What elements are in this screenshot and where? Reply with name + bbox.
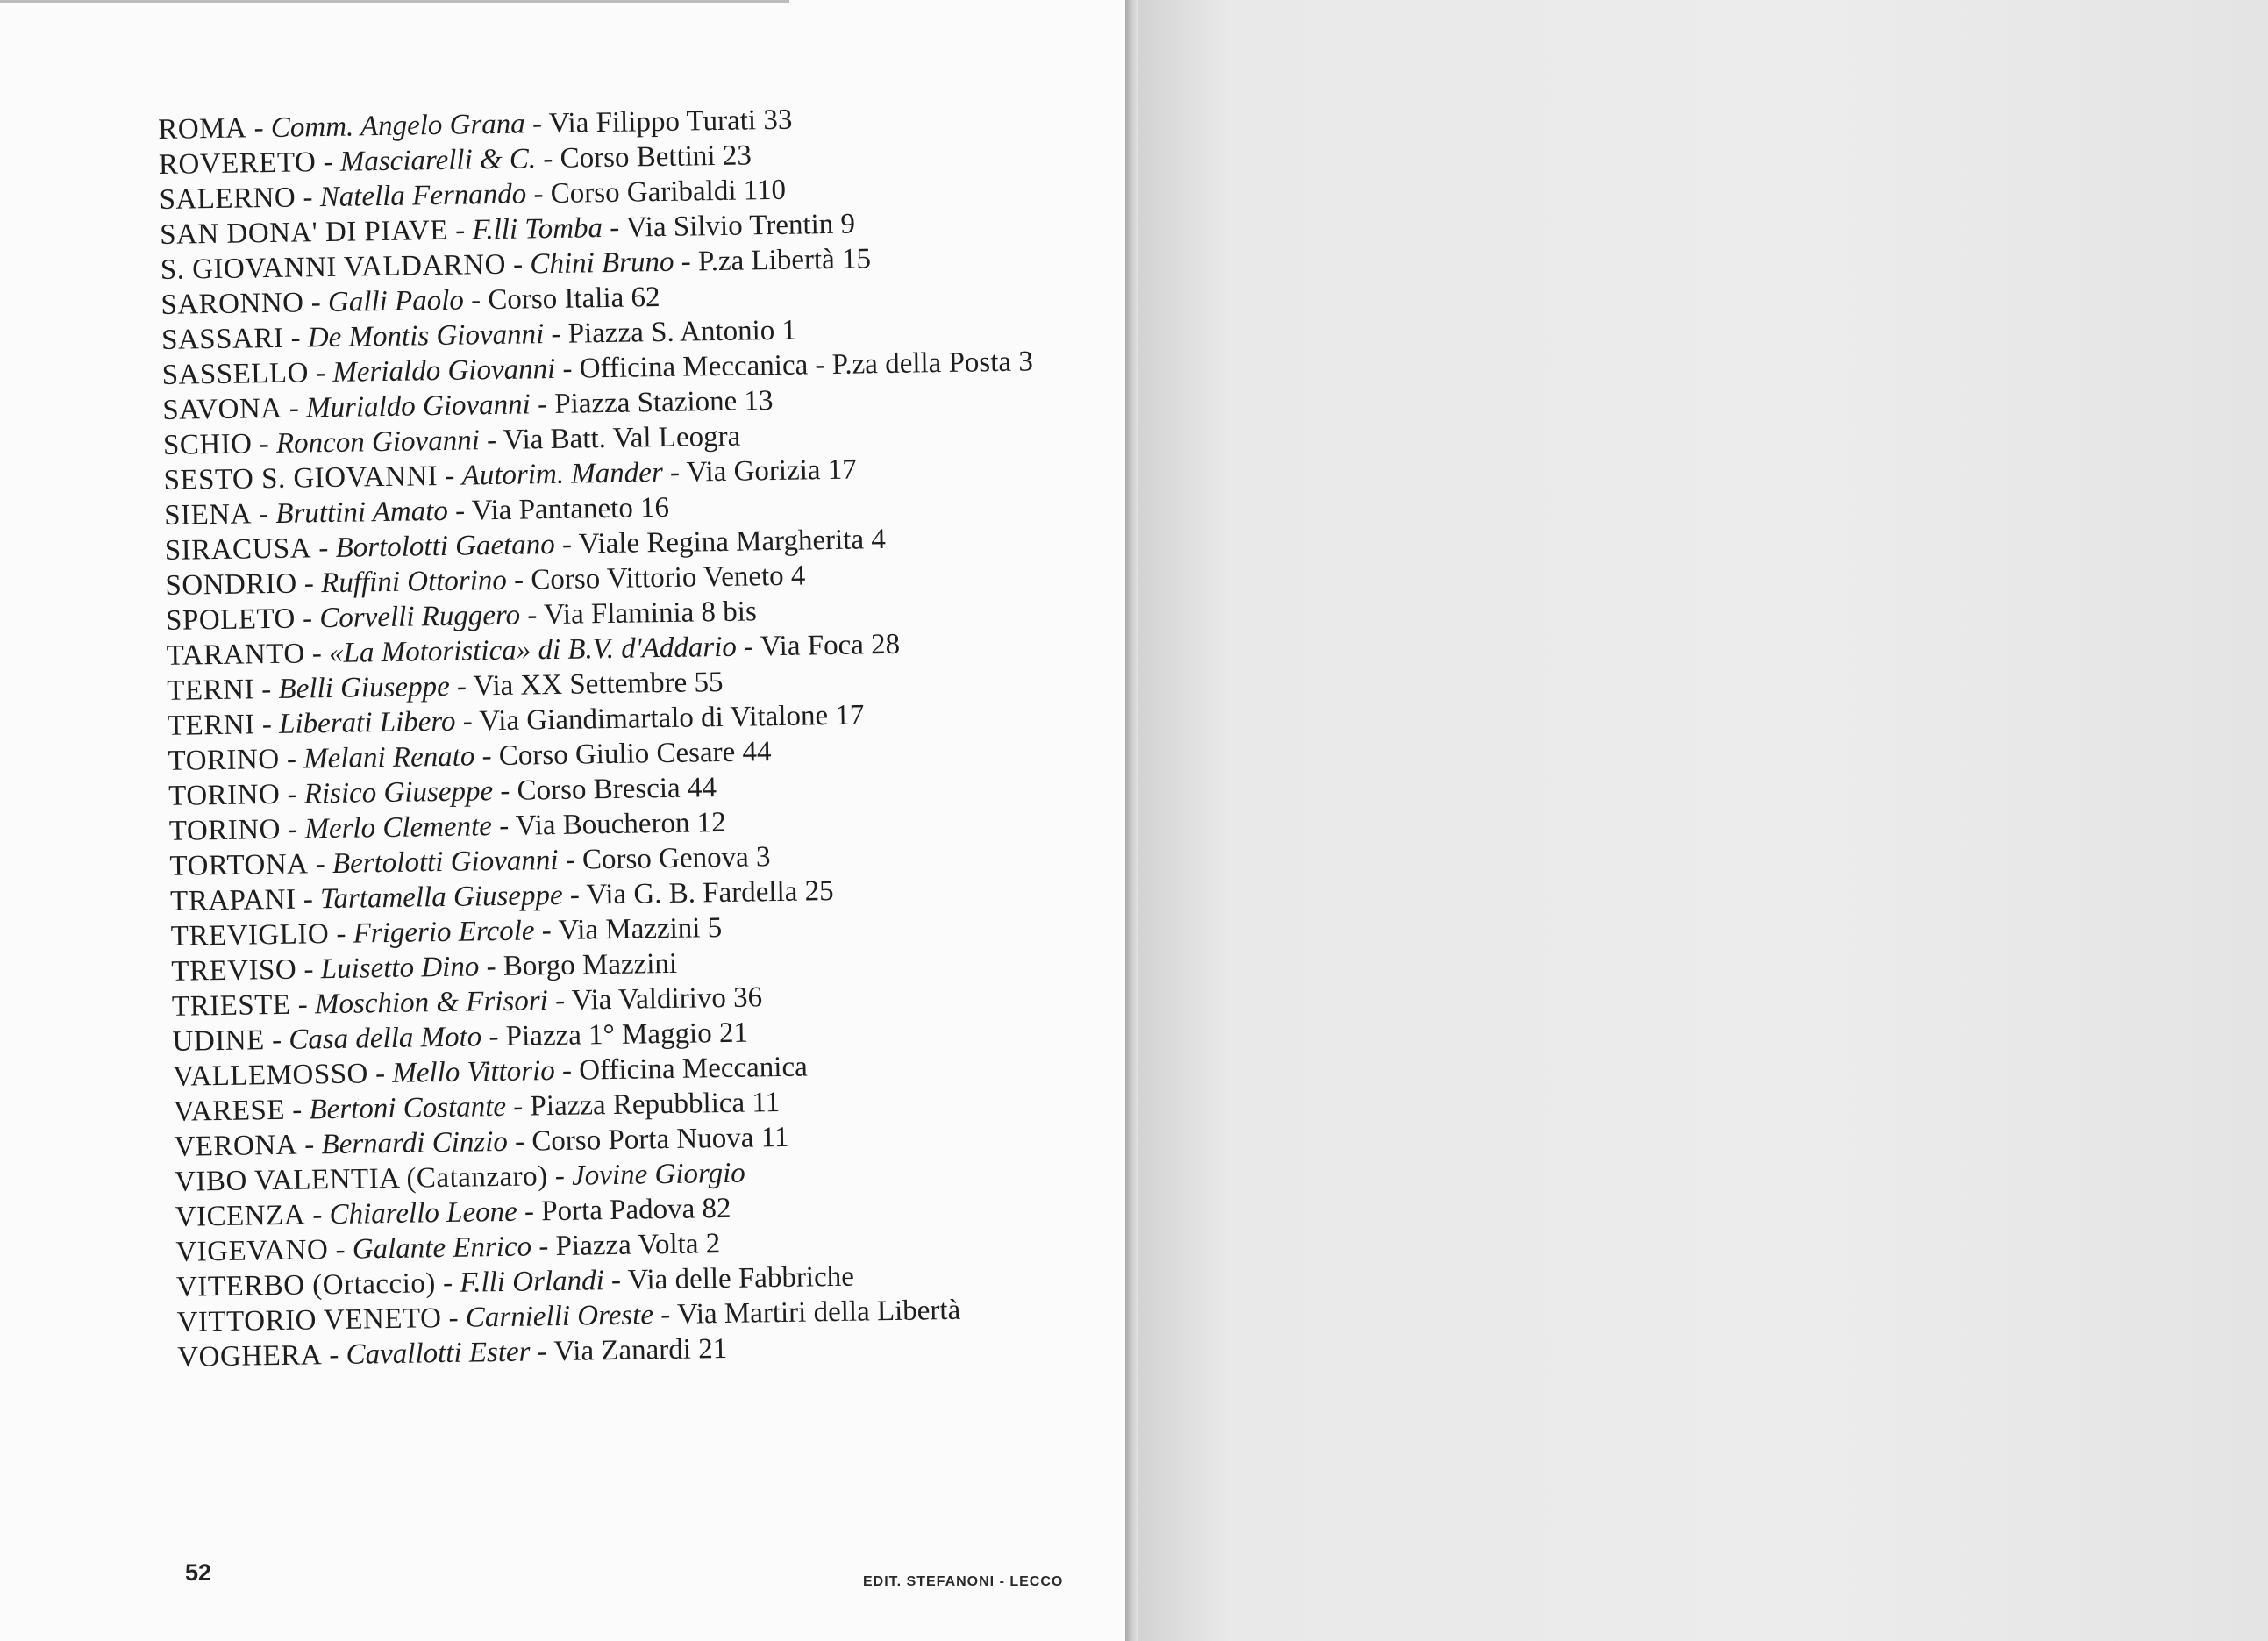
entry-address: Piazza Stazione 13 — [554, 385, 774, 420]
entry-address: Via Mazzini 5 — [558, 912, 723, 946]
publisher-imprint: EDIT. STEFANONI - LECCO — [863, 1574, 1064, 1589]
entry-dealer-name: Bertolotti Giovanni — [332, 844, 559, 880]
listing-entry: TARANTO - «La Motoristica» di B.V. d'Addario - Via Foca 28 — [166, 628, 901, 672]
entry-city: TRIESTE — [171, 988, 291, 1023]
entry-city: SASSELLO — [161, 357, 310, 391]
entry-address: Viale Regina Margherita 4 — [578, 524, 887, 560]
listing-entry: VOGHERA - Cavallotti Ester - Via Zanardi 21 — [177, 1332, 728, 1373]
entry-dealer-name: Comm. Angelo Grana — [270, 108, 526, 144]
entry-city: SAVONA — [162, 392, 282, 426]
entry-city: TORINO — [168, 813, 282, 847]
entry-city: SIENA — [163, 498, 253, 532]
entry-address: Via G. B. Fardella 25 — [586, 875, 834, 911]
entry-dealer-name: Luisetto Dino — [320, 951, 480, 986]
entry-city: TARANTO — [166, 638, 305, 672]
entry-city: TORTONA — [169, 848, 309, 882]
entry-city: SALERNO — [159, 182, 296, 216]
entry-dealer-name: F.lli Orlandi — [460, 1265, 605, 1299]
entry-dealer-name: Bortolotti Gaetano — [335, 528, 556, 564]
entry-city: VICENZA — [175, 1199, 306, 1233]
entry-city: VIGEVANO — [175, 1234, 329, 1268]
entry-city: SCHIO — [162, 428, 253, 461]
listing-entry: ROMA - Comm. Angelo Grana - Via Filippo Turati 33 — [158, 103, 793, 146]
entry-city: SAN DONA' DI PIAVE — [159, 214, 449, 251]
entry-city: VITTORIO VENETO — [176, 1302, 442, 1338]
entry-dealer-name: Tartamella Giuseppe — [319, 879, 563, 916]
entry-dealer-name: Chiarello Leone — [329, 1195, 518, 1231]
entry-city: TORINO — [168, 778, 281, 812]
listing-entry: TREVISO - Luisetto Dino - Borgo Mazzini — [171, 947, 678, 988]
entry-city: TORINO — [168, 743, 280, 777]
entry-city: SONDRIO — [165, 567, 297, 602]
entry-address: Via Foca 28 — [760, 628, 901, 663]
entry-address: Corso Brescia 44 — [517, 772, 717, 807]
entry-dealer-name: Jovine Giorgio — [571, 1157, 746, 1192]
entry-city: VARESE — [173, 1094, 286, 1128]
entry-address: Via XX Settembre 55 — [473, 666, 724, 703]
listing-entry: TRAPANI - Tartamella Giuseppe - Via G. B. Fardella 25 — [169, 875, 834, 917]
entry-dealer-name: Moschion & Frisori — [314, 985, 549, 1021]
entry-dealer-name: Masciarelli & C. — [339, 143, 537, 178]
listing-entry: VICENZA - Chiarello Leone - Porta Padova 82 — [175, 1192, 731, 1233]
entry-address: Porta Padova 82 — [540, 1192, 731, 1228]
entry-dealer-name: Risico Giuseppe — [303, 775, 494, 810]
listing-entry: UDINE - Casa della Moto - Piazza 1° Maggio 21 — [172, 1017, 749, 1058]
entry-city: TERNI — [167, 709, 255, 742]
listing-entry: SARONNO - Galli Paolo - Corso Italia 62 — [160, 282, 660, 321]
right-page-blank — [1138, 0, 2268, 1641]
entry-dealer-name: Carnielli Oreste — [465, 1299, 654, 1334]
entry-city: SIRACUSA — [164, 532, 312, 567]
listing-entry: SCHIO - Roncon Giovanni - Via Batt. Val Leogra — [162, 420, 741, 461]
entry-dealer-name: Frigerio Ercole — [353, 915, 535, 950]
listing-entry: VERONA - Bernardi Cinzio - Corso Porta Nuova 11 — [174, 1121, 789, 1163]
entry-address: Via Batt. Val Leogra — [503, 420, 741, 456]
entry-dealer-name: Melani Renato — [303, 740, 475, 775]
entry-dealer-name: Murialdo Giovanni — [305, 389, 531, 425]
listing-entry: SAN DONA' DI PIAVE - F.lli Tomba - Via Silvio Trentin 9 — [159, 208, 856, 251]
listing-entry: TRIESTE - Moschion & Frisori - Via Valdirivo 36 — [171, 981, 763, 1023]
entry-address: Via Pantaneto 16 — [471, 491, 670, 527]
listing-entry: VALLEMOSSO - Mello Vittorio - Officina Meccanica — [172, 1051, 809, 1093]
listing-entry: ROVERETO - Masciarelli & C. - Corso Bettini 23 — [158, 139, 752, 181]
entry-city: SPOLETO — [165, 603, 296, 637]
entry-address: Piazza S. Antonio 1 — [567, 314, 797, 350]
entry-address: Piazza Volta 2 — [555, 1228, 721, 1263]
listing-entry: SIRACUSA - Bortolotti Gaetano - Viale Regina Margherita 4 — [164, 524, 887, 567]
listing-entry: TORINO - Melani Renato - Corso Giulio Cesare 44 — [168, 736, 772, 777]
listing-entry: SALERNO - Natella Fernando - Corso Garibaldi 110 — [159, 174, 787, 216]
entry-address: Via Filippo Turati 33 — [548, 103, 793, 139]
entry-city: VALLEMOSSO — [172, 1058, 369, 1093]
listing-entry: SIENA - Bruttini Amato - Via Pantaneto 16 — [163, 491, 670, 532]
entry-dealer-name: Cavallotti Ester — [346, 1336, 531, 1371]
entry-city: TREVIGLIO — [170, 918, 330, 952]
entry-dealer-name: Bertoni Costante — [309, 1090, 507, 1126]
entry-address: Officina Meccanica — [578, 1051, 809, 1087]
entry-address: Corso Bettini 23 — [560, 139, 752, 175]
listing-entry: SASSELLO - Merialdo Giovanni - Officina Meccanica - P.za della Posta 3 — [161, 346, 1034, 391]
entry-address: Piazza 1° Maggio 21 — [505, 1017, 749, 1052]
entry-dealer-name: Corvelli Ruggero — [319, 599, 521, 635]
entry-dealer-name: Casa della Moto — [289, 1021, 482, 1056]
entry-city: SASSARI — [160, 322, 284, 356]
page-number: 52 — [185, 1559, 212, 1586]
entry-dealer-name: Natella Fernando — [319, 178, 527, 214]
entry-dealer-name: «La Motoristica» di B.V. d'Addario — [328, 631, 738, 670]
left-page — [0, 0, 1125, 1641]
entry-address: Corso Vittorio Veneto 4 — [531, 560, 806, 596]
entry-address: Via Valdirivo 36 — [571, 981, 763, 1017]
entry-address: P.za Libertà 15 — [697, 243, 872, 278]
entry-address: Via Silvio Trentin 9 — [625, 208, 856, 244]
entry-address: Corso Garibaldi 110 — [550, 174, 787, 210]
entry-city: UDINE — [172, 1024, 266, 1058]
entry-address: Via Giandimartalo di Vitalone 17 — [479, 699, 865, 738]
entry-dealer-name: Chini Bruno — [530, 246, 674, 281]
entry-address: Corso Giulio Cesare 44 — [498, 736, 772, 772]
listing-entry: SESTO S. GIOVANNI - Autorim. Mander - Via Gorizia 17 — [163, 453, 858, 496]
entry-city: TREVISO — [171, 953, 297, 988]
entry-dealer-name: Merialdo Giovanni — [332, 353, 556, 389]
listing-entry: TORINO - Merlo Clemente - Via Boucheron 12 — [168, 806, 727, 847]
entry-dealer-name: Roncon Giovanni — [275, 425, 481, 460]
entry-city: VOGHERA — [177, 1339, 323, 1373]
entry-address: Via Flaminia 8 bis — [543, 596, 758, 631]
listing-entry: SAVONA - Murialdo Giovanni - Piazza Stazione 13 — [162, 385, 774, 426]
entry-dealer-name: F.lli Tomba — [472, 212, 603, 246]
listing-entry: TORTONA - Bertolotti Giovanni - Corso Genova 3 — [169, 841, 771, 882]
entry-address: Corso Genova 3 — [581, 841, 771, 876]
entry-address: Via Zanardi 21 — [553, 1332, 728, 1368]
entry-city: VIBO VALENTIA (Catanzaro) — [174, 1160, 548, 1198]
entry-address: Via Martiri della Libertà — [676, 1294, 961, 1331]
entry-dealer-name: Bruttini Amato — [275, 495, 449, 530]
listing-entry: VITERBO (Ortaccio) - F.lli Orlandi - Via delle Fabbriche — [175, 1260, 855, 1303]
entry-address: Piazza Repubblica 11 — [530, 1087, 781, 1123]
entry-dealer-name: Merlo Clemente — [304, 810, 493, 845]
book-gutter — [1125, 0, 1138, 1641]
entry-dealer-name: De Montis Giovanni — [307, 318, 545, 354]
listing-entry: SONDRIO - Ruffini Ottorino - Corso Vittorio Veneto 4 — [165, 560, 806, 602]
entry-address: Via Boucheron 12 — [515, 806, 727, 842]
entry-address: Officina Meccanica - P.za della Posta 3 — [579, 346, 1034, 385]
listing-entry: S. GIOVANNI VALDARNO - Chini Bruno - P.za Libertà 15 — [160, 243, 872, 286]
listing-entry: TERNI - Belli Giuseppe - Via XX Settembre 55 — [167, 666, 724, 707]
entry-dealer-name: Ruffini Ottorino — [320, 564, 508, 600]
entry-city: TERNI — [167, 674, 255, 707]
entry-city: VERONA — [174, 1129, 298, 1163]
entry-dealer-name: Mello Vittorio — [392, 1055, 556, 1089]
entry-city: ROMA — [158, 112, 247, 146]
entry-dealer-name: Belli Giuseppe — [278, 670, 450, 705]
listing-entry: SASSARI - De Montis Giovanni - Piazza S. Antonio 1 — [160, 314, 797, 356]
entry-address: Corso Italia 62 — [488, 282, 660, 317]
entry-address: Via delle Fabbriche — [627, 1260, 855, 1296]
entry-dealer-name: Autorim. Mander — [461, 457, 664, 492]
entry-city: SARONNO — [160, 287, 304, 321]
listing-entry: SPOLETO - Corvelli Ruggero - Via Flaminia 8 bis — [165, 596, 758, 637]
entry-city: S. GIOVANNI VALDARNO — [160, 248, 507, 286]
listing-entry: TORINO - Risico Giuseppe - Corso Brescia 44 — [168, 772, 717, 812]
entry-address: Borgo Mazzini — [503, 947, 678, 982]
listing-entry: VITTORIO VENETO - Carnielli Oreste - Via Martiri della Libertà — [176, 1294, 961, 1338]
listing-entry: VIBO VALENTIA (Catanzaro) - Jovine Giorgio — [174, 1157, 746, 1198]
entry-city: VITERBO (Ortaccio) — [175, 1267, 437, 1303]
entry-dealer-name: Galante Enrico — [352, 1231, 532, 1266]
entry-dealer-name: Liberati Libero — [278, 705, 456, 740]
listing-entry: TREVIGLIO - Frigerio Ercole - Via Mazzini 5 — [170, 912, 723, 952]
entry-city: ROVERETO — [158, 146, 317, 181]
listing-entry: VIGEVANO - Galante Enrico - Piazza Volta 2 — [175, 1228, 721, 1268]
dealer-listing — [158, 98, 1063, 1375]
entry-dealer-name: Bernardi Cinzio — [321, 1125, 509, 1161]
entry-dealer-name: Galli Paolo — [327, 284, 465, 318]
entry-city: SESTO S. GIOVANNI — [163, 460, 439, 496]
listing-entry: VARESE - Bertoni Costante - Piazza Repubblica 11 — [173, 1087, 781, 1128]
entry-city: TRAPANI — [169, 883, 296, 917]
entry-address: Corso Porta Nuova 11 — [531, 1121, 789, 1158]
entry-address: Via Gorizia 17 — [686, 453, 858, 489]
listing-entry: TERNI - Liberati Libero - Via Giandimartalo di Vitalone 17 — [167, 699, 865, 742]
